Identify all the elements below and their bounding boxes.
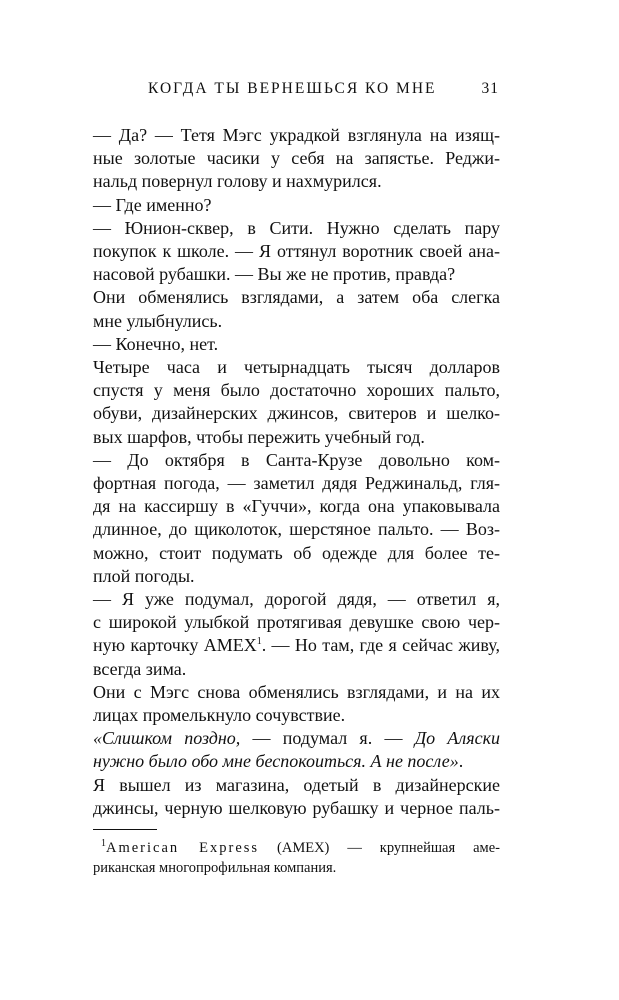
text-line <box>93 727 500 750</box>
text-line: джинсы, черную шелковую рубашку и черное паль- <box>93 797 500 818</box>
text-line: Я вышел из магазина, одетый в дизайнерские <box>93 774 500 795</box>
text-fragment: . — Но там, где я сейчас живу, <box>261 635 500 656</box>
text-line: — До октября в Санта-Крузе довольно ком- <box>93 449 500 470</box>
footnote-line: риканская многопрофильная компания. <box>93 860 337 876</box>
paragraph-9 <box>93 681 500 727</box>
text-line: нальд повернул голову и нахмурился. <box>93 171 382 192</box>
paragraph-3 <box>93 217 500 287</box>
italic-fragment: До Аляски <box>414 728 500 749</box>
paragraph-6 <box>93 356 500 449</box>
italic-fragment: нужно было обо мне беспокоиться. А не после» <box>93 751 459 772</box>
footnote-divider <box>93 829 157 830</box>
footnote-text: (AMEX) — крупнейшая аме- <box>259 840 500 856</box>
text-line <box>93 750 500 773</box>
footnote-mark: 1 <box>101 838 106 850</box>
text-line: — Юнион-сквер, в Сити. Нужно сделать пару <box>93 217 500 238</box>
text-line: обуви, дизайнерских джинсов, свитеров и шелко- <box>93 403 500 424</box>
paragraph-1 <box>93 124 500 194</box>
text-line: вых шарфов, чтобы пережить учебный год. <box>93 426 425 447</box>
paragraph-7 <box>93 449 500 588</box>
text-line: ные золотые часики у себя на запястье. Реджи- <box>93 148 500 169</box>
text-line: с широкой улыбкой протягивая девушке свою чер- <box>93 612 500 633</box>
footnote-reference[interactable]: 1 <box>256 636 262 648</box>
text-fragment: ную карточку AMEX <box>93 635 257 656</box>
paragraph-11 <box>93 774 500 820</box>
text-line: — Где именно? <box>93 194 212 215</box>
paragraph-2 <box>93 194 500 217</box>
text-line <box>93 634 500 657</box>
footnote-term: American Express <box>106 840 260 856</box>
text-line: Они с Мэгс снова обменялись взглядами, и на их <box>93 681 500 702</box>
text-line: покупок к школе. — Я оттянул воротник своей ана- <box>93 241 500 262</box>
text-line: лицах промелькнуло сочувствие. <box>93 705 346 726</box>
text-line: насовой рубашки. — Вы же не против, правда? <box>93 264 456 285</box>
paragraph-8 <box>93 588 500 681</box>
paragraph-4 <box>93 286 500 332</box>
text-line: — Конечно, нет. <box>93 333 219 354</box>
main-text <box>93 124 500 820</box>
text-fragment: . <box>458 751 464 772</box>
text-line: спустя у меня было достаточно хороших пальто, <box>93 380 500 401</box>
text-line: можно, стоит подумать об одежде для более те- <box>93 542 500 563</box>
text-line: — Я уже подумал, дорогой дядя, — ответил я, <box>93 589 500 610</box>
text-line: Четыре часа и четырнадцать тысяч долларов <box>93 357 500 378</box>
text-line: дя на кассиршу в «Гуччи», когда она упаковывала <box>93 496 500 517</box>
text-line: длинное, до щиколоток, шерстяное пальто. — Воз- <box>93 519 500 540</box>
running-title: КОГДА ТЫ ВЕРНЕШЬСЯ КО МНЕ <box>148 80 437 97</box>
footnote-line <box>93 838 500 858</box>
italic-fragment: «Слишком поздно, <box>93 728 241 749</box>
paragraph-5 <box>93 333 500 356</box>
page-number: 31 <box>481 80 499 97</box>
text-line: плой погоды. <box>93 565 195 586</box>
running-header <box>93 80 499 102</box>
text-line: всегда зима. <box>93 658 187 679</box>
footnote <box>93 838 500 878</box>
text-line: Они обменялись взглядами, а затем оба слегка <box>93 287 500 308</box>
text-line: фортная погода, — заметил дядя Реджинальд, гля- <box>93 473 500 494</box>
text-fragment: — подумал я. — <box>240 728 415 749</box>
text-line: — Да? — Тетя Мэгс украдкой взглянула на изящ- <box>93 125 500 145</box>
paragraph-10 <box>93 727 500 773</box>
text-line: мне улыбнулись. <box>93 310 223 331</box>
